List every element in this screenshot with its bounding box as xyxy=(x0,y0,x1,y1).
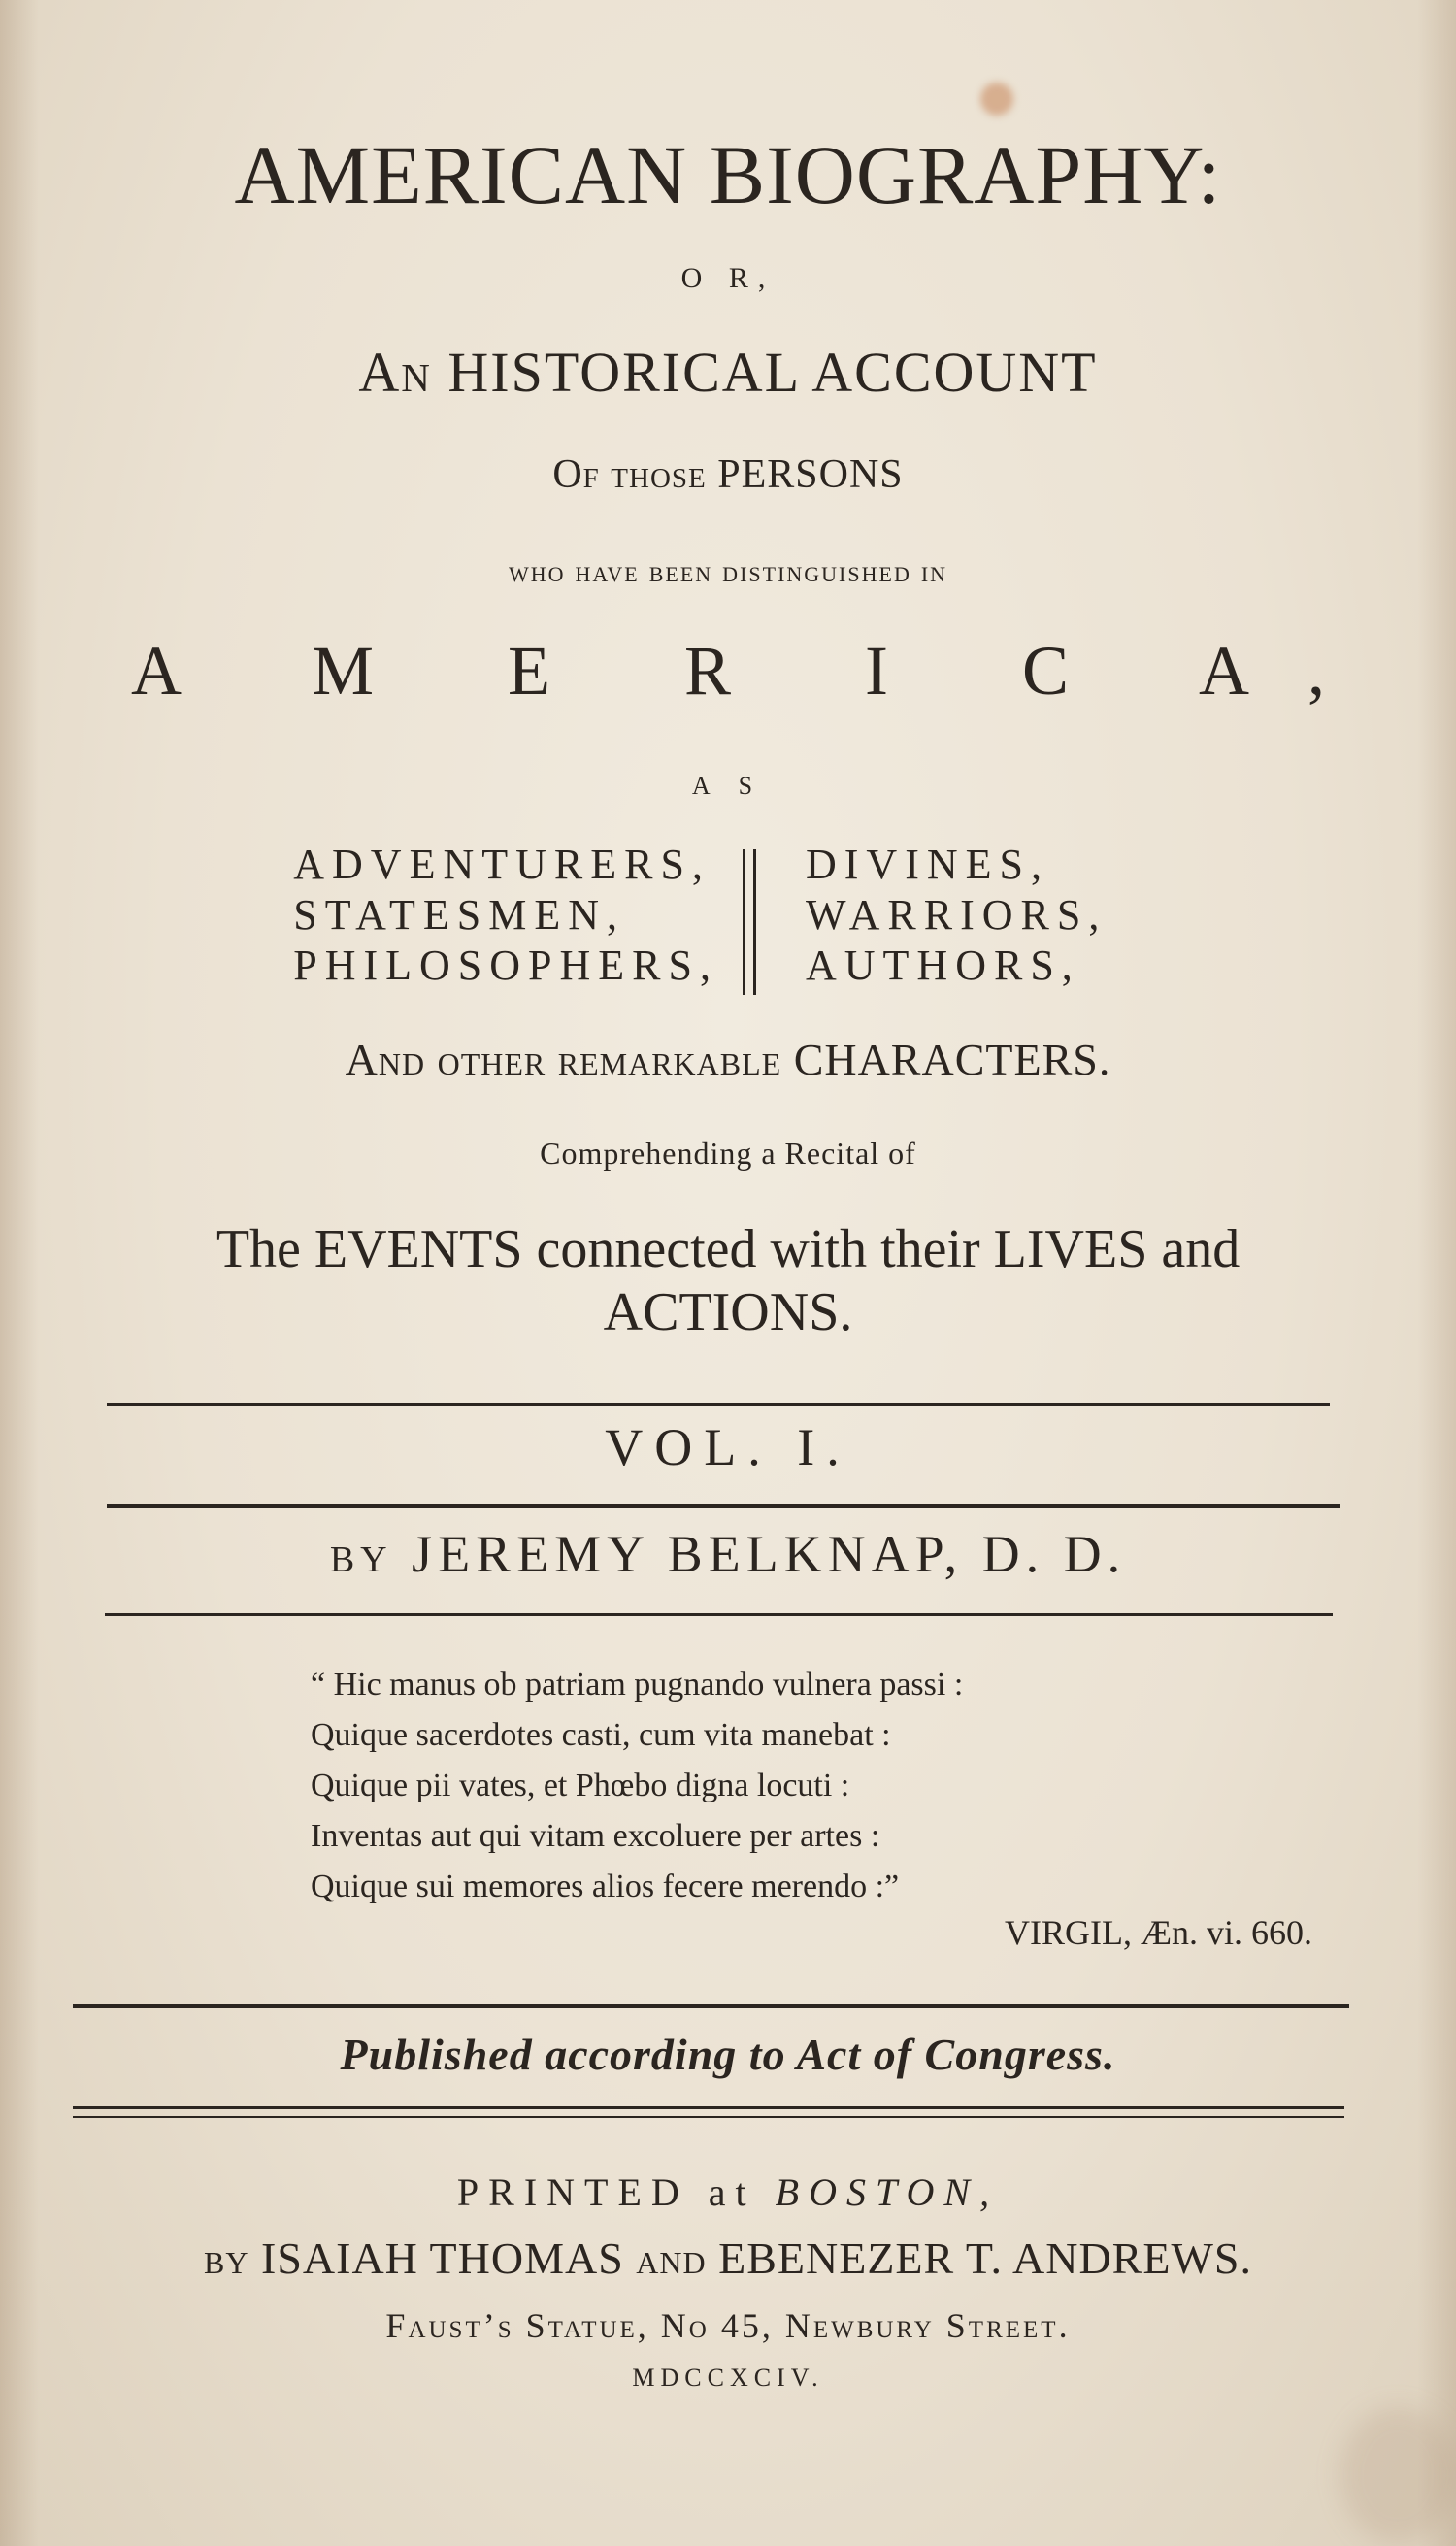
foxing-stain xyxy=(980,83,1013,116)
roles-left-column xyxy=(293,840,718,991)
subtitle-persons: Of those PERSONS xyxy=(552,452,904,497)
events-line-1: The EVENTS connected with their LIVES and xyxy=(215,1219,1241,1279)
imprint-place: BOSTON, xyxy=(775,2170,1000,2214)
roles-right-column xyxy=(806,840,1107,991)
imprint-printed-prefix: PRINTED at xyxy=(456,2170,756,2214)
role-item: DIVINES, xyxy=(806,841,1049,888)
comprehending-line: Comprehending a Recital of xyxy=(540,1136,916,1171)
role-item: PHILOSOPHERS, xyxy=(293,942,718,989)
horizontal-rule xyxy=(107,1504,1340,1508)
copyright-notice: Published according to Act of Congress. xyxy=(340,2030,1116,2079)
author-line: by JEREMY BELKNAP, D. D. xyxy=(329,1525,1127,1583)
epigraph-line: Quique pii vates, et Phœbo digna locuti : xyxy=(311,1768,850,1803)
as-connector: A S xyxy=(691,772,765,800)
epigraph-line: Quique sacerdotes casti, cum vita manebat : xyxy=(311,1717,891,1753)
horizontal-rule xyxy=(107,1403,1330,1406)
subtitle-historical-account: An HISTORICAL ACCOUNT xyxy=(358,341,1098,404)
role-item: ADVENTURERS, xyxy=(293,841,711,888)
corner-discoloration xyxy=(1340,2407,1456,2543)
epigraph-source: VIRGIL, Æn. vi. 660. xyxy=(1005,1913,1312,1952)
roles-columns xyxy=(0,840,1456,995)
imprint-address: Faust’s Statue, No 45, Newbury Street. xyxy=(385,2306,1071,2345)
imprint-printers: by ISAIAH THOMAS and EBENEZER T. ANDREWS. xyxy=(204,2233,1252,2283)
events-line-2: ACTIONS. xyxy=(603,1282,853,1342)
epigraph-line: “ Hic manus ob patriam pugnando vulnera passi : xyxy=(311,1667,964,1703)
epigraph-line: Inventas aut qui vitam excoluere per artes : xyxy=(311,1818,880,1854)
double-rule-divider xyxy=(743,849,756,995)
subtitle-distinguished: who have been distinguished in xyxy=(508,553,948,588)
country-heading: A M E R I C A, xyxy=(130,632,1384,710)
or-connector: O R, xyxy=(680,262,776,294)
role-item: WARRIORS, xyxy=(806,891,1108,939)
role-item: AUTHORS, xyxy=(806,942,1080,989)
remarkable-characters: And other remarkable CHARACTERS. xyxy=(345,1035,1111,1084)
horizontal-rule xyxy=(73,2106,1344,2109)
imprint-year: MDCCXCIV. xyxy=(632,2364,824,2392)
role-item: STATESMEN, xyxy=(293,891,625,939)
horizontal-rule xyxy=(105,1613,1333,1616)
imprint-printed xyxy=(0,2169,1456,2215)
epigraph-line: Quique sui memores alios fecere merendo :” xyxy=(311,1868,900,1904)
horizontal-rule xyxy=(73,2116,1344,2118)
horizontal-rule xyxy=(73,2004,1349,2008)
volume-label: VOL. I. xyxy=(605,1418,851,1476)
book-title: AMERICAN BIOGRAPHY: xyxy=(234,128,1222,221)
latin-epigraph xyxy=(311,1660,1330,1912)
